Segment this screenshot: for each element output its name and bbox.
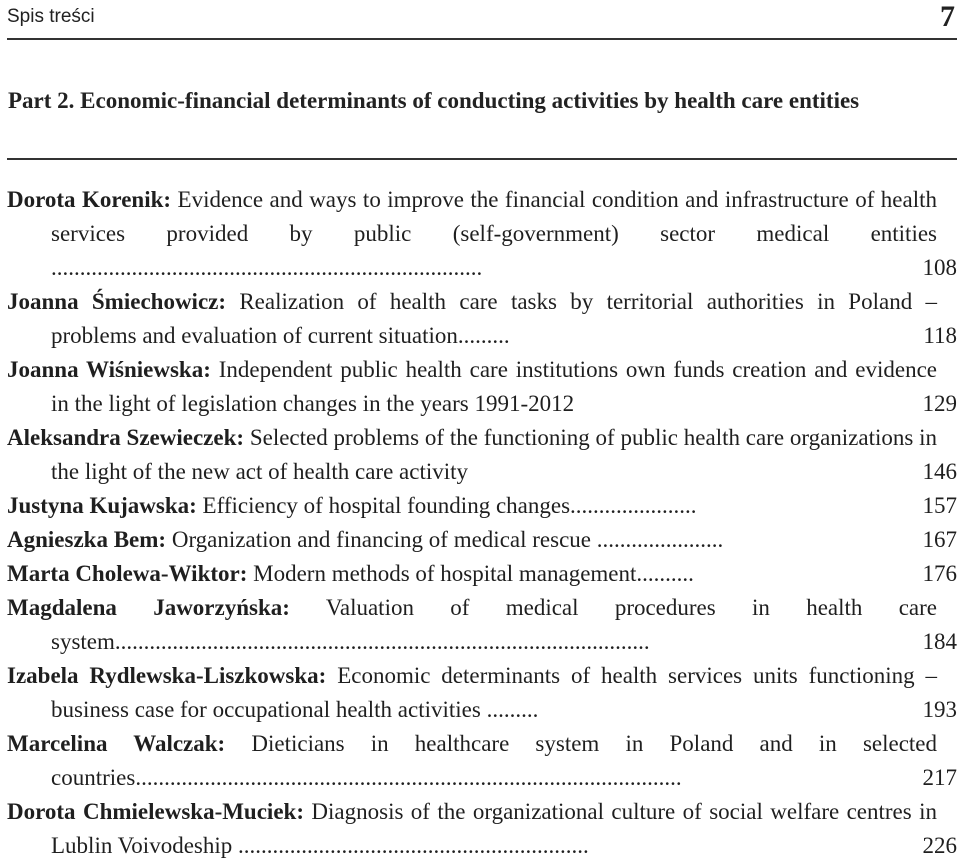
toc-entry-page: 157 (922, 493, 957, 518)
toc-entry[interactable] (7, 489, 957, 523)
toc-entry[interactable] (7, 591, 957, 659)
toc-entry-author: Dorota Chmielewska-Muciek: (7, 799, 304, 824)
toc-entry-author: Justyna Kujawska: (7, 493, 197, 518)
toc-entry-author: Aleksandra Szewieczek: (7, 425, 245, 450)
toc-entry[interactable] (7, 353, 957, 421)
toc-entry-title: Independent public health care institutions own funds creation and evidence in the light of legislation changes in the years 1991-2012 (51, 357, 938, 416)
toc-entry-author: Joanna Wiśniewska: (7, 357, 211, 382)
running-header-title: Spis treści (7, 6, 95, 27)
toc-entry-author: Magdalena Jaworzyńska: (7, 595, 290, 620)
toc-entry[interactable] (7, 795, 957, 863)
toc-entry-leader: ...................... (596, 527, 724, 552)
toc-entry-title: Realization of health care tasks by territorial authorities in Poland – problems and evaluation of current situation (51, 289, 938, 348)
running-header-page-number: 7 (940, 0, 955, 33)
toc-entry-page: 118 (923, 323, 957, 348)
toc-entry-title: Diagnosis of the organizational culture of social welfare centres in Lublin Voivodeship (51, 799, 938, 858)
toc-entry-title: Dieticians in healthcare system in Poland and in selected countries (51, 731, 938, 790)
toc-entry-leader: ............................................................................................. (114, 629, 650, 654)
toc-entry-leader: ...................... (570, 493, 697, 518)
part-rule (7, 158, 957, 160)
running-header (7, 0, 957, 36)
table-of-contents (7, 183, 957, 863)
toc-entry-title: Efficiency of hospital founding changes (202, 493, 571, 518)
toc-entry-page: 193 (922, 697, 957, 722)
toc-entry-author: Dorota Korenik: (7, 187, 172, 212)
toc-entry-title: Organization and financing of medical rescue (171, 527, 591, 552)
toc-entry[interactable] (7, 659, 957, 727)
toc-entry-author: Agnieszka Bem: (7, 527, 167, 552)
part-title: Part 2. Economic-financial determinants of conducting activities by health care entities (8, 88, 860, 113)
toc-entry[interactable] (7, 183, 957, 285)
toc-entry[interactable] (7, 421, 957, 489)
toc-entry[interactable] (7, 727, 957, 795)
toc-entry-title: Selected problems of the functioning of public health care organizations in the light of the new act of health care activity (51, 425, 938, 484)
toc-entry-author: Marcelina Walczak: (7, 731, 226, 756)
toc-entry-page: 129 (922, 391, 957, 416)
toc-entry-title: Evidence and ways to improve the financial condition and infrastructure of health services provided by public (self-government) sector medical entities (51, 187, 938, 246)
toc-entry-title: Economic determinants of health services units functioning – business case for occupational health activities (51, 663, 937, 722)
toc-entry[interactable] (7, 285, 957, 353)
toc-entry[interactable] (7, 523, 957, 557)
toc-entry-page: 217 (922, 765, 957, 790)
toc-entry-author: Joanna Śmiechowicz: (7, 289, 227, 314)
toc-entry-leader: .......... (636, 561, 694, 586)
toc-entry-page: 184 (922, 629, 957, 654)
toc-entry-author: Izabela Rydlewska-Liszkowska: (7, 663, 327, 688)
toc-entry-page: 146 (922, 459, 957, 484)
toc-entry-leader: ............................................................. (238, 833, 589, 858)
toc-entry-leader: ............................................................................................... (135, 765, 682, 790)
toc-entry-title: Valuation of medical procedures in health care system (51, 595, 937, 654)
header-rule (7, 38, 957, 40)
toc-entry-leader: ......... (457, 323, 510, 348)
toc-entry-page: 226 (922, 833, 957, 858)
toc-entry-leader: ........................................................................... (51, 255, 483, 280)
toc-entry-leader: ......... (486, 697, 539, 722)
toc-entry-page: 108 (922, 255, 957, 280)
toc-entry[interactable] (7, 557, 957, 591)
toc-entry-page: 167 (922, 527, 957, 552)
toc-entry-author: Marta Cholewa-Wiktor: (7, 561, 248, 586)
toc-entry-page: 176 (922, 561, 957, 586)
toc-entry-title: Modern methods of hospital management (253, 561, 637, 586)
